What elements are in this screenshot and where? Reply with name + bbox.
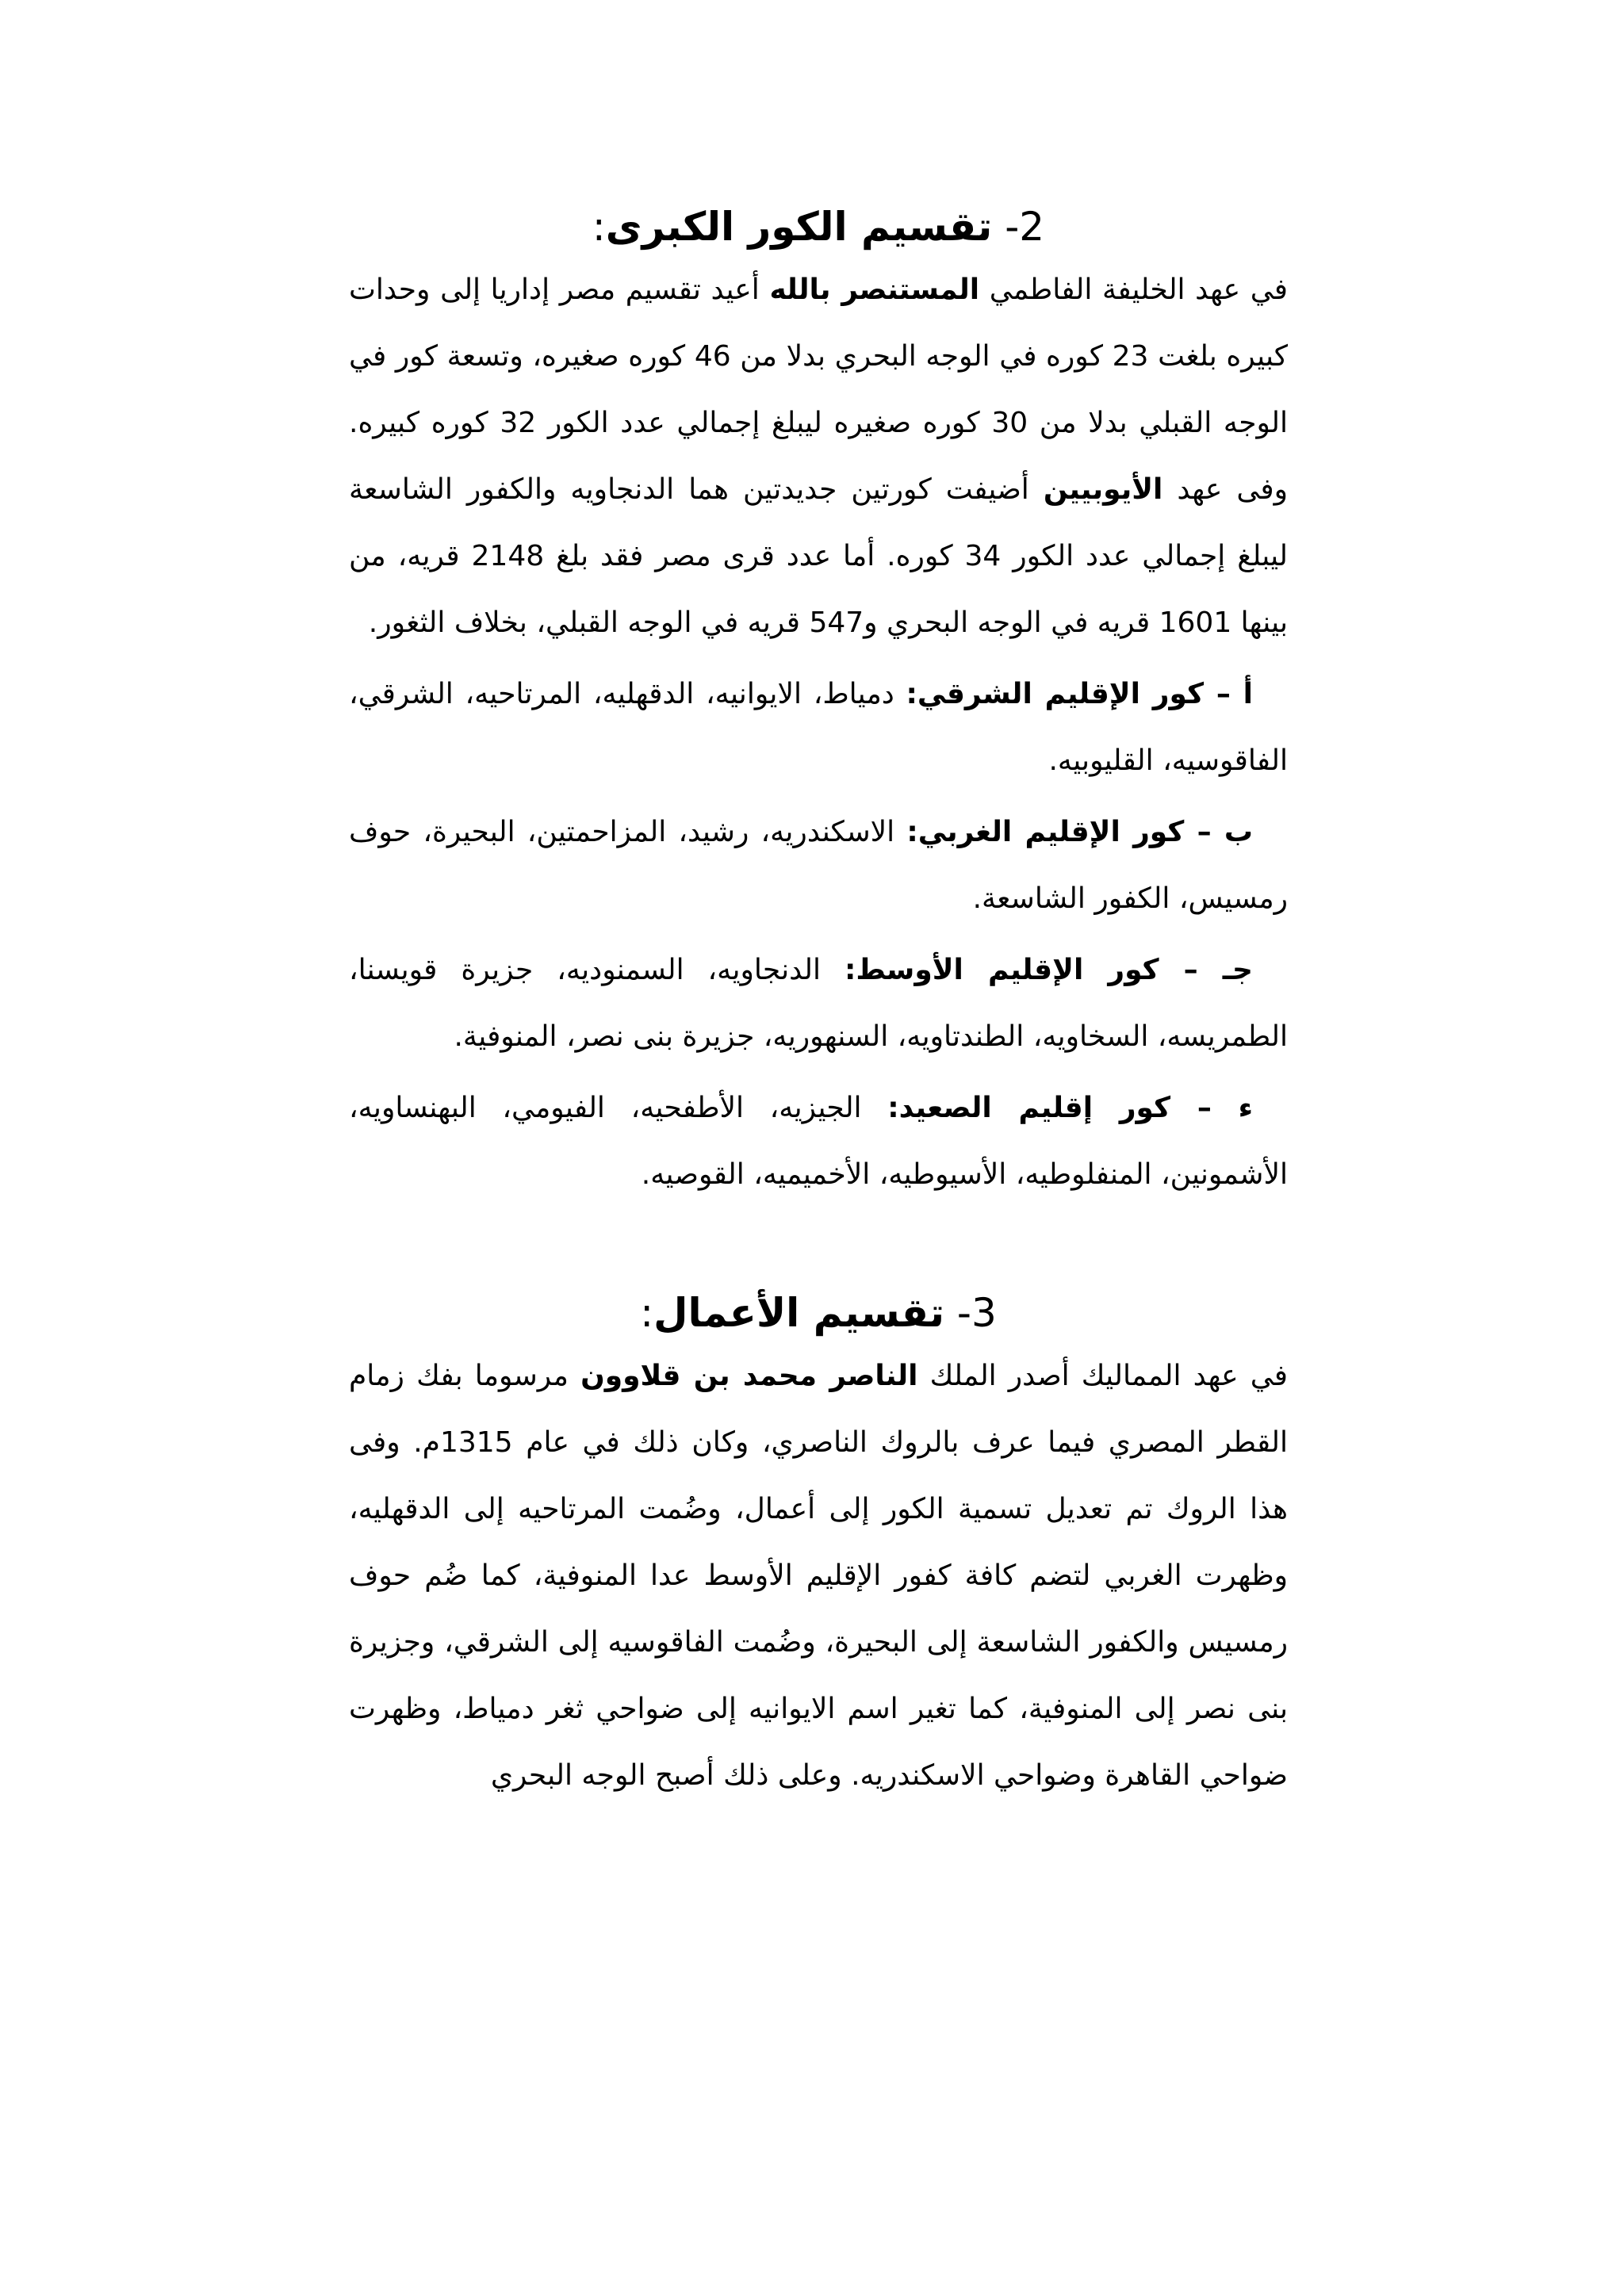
paragraph-text: في عهد المماليك أصدر الملك: [917, 1360, 1288, 1392]
region-label: ء – كور إقليم الصعيد:: [887, 1092, 1253, 1124]
section-heading-kur: [349, 198, 1288, 255]
section-number: 3-: [956, 1290, 997, 1336]
bold-name: الناصر محمد بن قلاوون: [580, 1360, 918, 1392]
region-text: الاسكندريه، رشيد، المزاحمتين، البحيرة، حوف رمسيس، الكفور الشاسعة.: [349, 816, 1288, 915]
section-paragraph-amal: [349, 1343, 1288, 1809]
region-item-middle: [349, 937, 1288, 1070]
region-item-upper: [349, 1075, 1288, 1208]
section-number: 2-: [1005, 204, 1045, 250]
section-spacer: [349, 1208, 1288, 1284]
paragraph-text: أعيد تقسيم مصر إداريا إلى وحدات كبيره بلغت 23 كوره في الوجه البحري بدلا من 46 كوره صغيره، وتسعة كور في الوجه القبلي بدلا من 30 كوره صغيره ليبلغ إجمالي عدد الكور 32 كوره كبيره. وفى عهد: [349, 274, 1289, 506]
section-paragraph-kur: [349, 257, 1288, 656]
section-colon: :: [640, 1290, 654, 1336]
bold-name: المستنصر بالله: [769, 274, 980, 306]
region-label: أ – كور الإقليم الشرقي:: [906, 678, 1253, 710]
region-item-east: [349, 661, 1288, 794]
section-colon: :: [592, 204, 606, 250]
section-title: تقسيم الأعمال: [653, 1290, 944, 1336]
document-page: [349, 198, 1288, 1809]
paragraph-text: في عهد الخليفة الفاطمي: [979, 274, 1289, 306]
region-text: الدنجاويه، السمنوديه، جزيرة قويسنا، الطمريسه، السخاويه، الطندتاويه، السنهوريه، جزيرة بنى نصر، المنوفية.: [349, 954, 1288, 1053]
region-text: الجيزيه، الأطفحيه، الفيومي، البهنساويه، الأشمونين، المنفلوطيه، الأسيوطيه، الأخميميه، القوصيه.: [349, 1092, 1288, 1191]
region-item-west: [349, 799, 1288, 932]
paragraph-text: أضيفت كورتين جديدتين هما الدنجاويه والكفور الشاسعة ليبلغ إجمالي عدد الكور 34 كوره. أما عدد قرى مصر فقد بلغ 2148 قريه، من بينها 1601 قريه في الوجه البحري و547 قريه في الوجه القبلي، بخلاف الثغور.: [349, 473, 1288, 639]
paragraph-text: مرسوما بفك زمام القطر المصري فيما عرف بالروك الناصري، وكان ذلك في عام 1315م. وفى هذا الروك تم تعديل تسمية الكور إلى أعمال، وضُمت المرتاحيه إلى الدقهليه، وظهرت الغربي لتضم كافة كفور الإقليم الأوسط عدا المنوفية، كما ضُم حوف رمسيس والكفور الشاسعة إلى البحيرة، وضُمت الفاقوسيه إلى الشرقي، وجزيرة بنى نصر إلى المنوفية، كما تغير اسم الايوانيه إلى ضواحي ثغر دمياط، وظهرت ضواحي القاهرة وضواحي الاسكندريه. وعلى ذلك أصبح الوجه البحري: [349, 1360, 1288, 1792]
region-text: دمياط، الايوانيه، الدقهليه، المرتاحيه، الشرقي، الفاقوسيه، القليوبيه.: [349, 678, 1288, 777]
region-label: جـ – كور الإقليم الأوسط:: [844, 954, 1254, 986]
section-title: تقسيم الكور الكبرى: [605, 204, 993, 250]
bold-name: الأيوبيين: [1043, 473, 1163, 506]
section-heading-amal: [349, 1284, 1288, 1341]
region-label: ب – كور الإقليم الغربي:: [906, 816, 1253, 848]
